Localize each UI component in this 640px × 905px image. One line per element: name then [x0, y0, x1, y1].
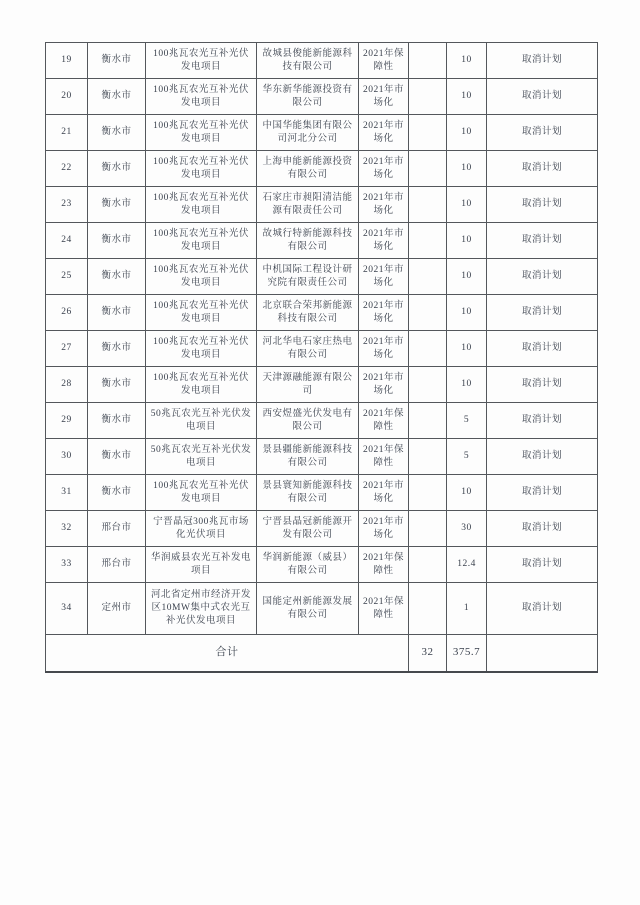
cell-plan-type: 2021年市场化 — [359, 187, 409, 223]
total-capacity: 375.7 — [447, 635, 487, 672]
cell-row-number: 20 — [46, 79, 88, 115]
cell-plan-type: 2021年保障性 — [359, 583, 409, 635]
cell-plan-type: 2021年市场化 — [359, 367, 409, 403]
cell-row-number: 19 — [46, 43, 88, 79]
cell-project-name: 50兆瓦农光互补光伏发电项目 — [146, 439, 257, 475]
cell-row-number: 22 — [46, 151, 88, 187]
cell-plan-type: 2021年市场化 — [359, 151, 409, 187]
cell-city: 衡水市 — [88, 475, 146, 511]
cell-company-name: 石家庄市昶阳清洁能源有限责任公司 — [257, 187, 359, 223]
cell-capacity: 12.4 — [447, 547, 487, 583]
cell-cancel-status: 取消计划 — [487, 547, 598, 583]
cell-cancel-status: 取消计划 — [487, 403, 598, 439]
cell-project-name: 100兆瓦农光互补光伏发电项目 — [146, 79, 257, 115]
cell-plan-type: 2021年市场化 — [359, 115, 409, 151]
cell-city: 邢台市 — [88, 511, 146, 547]
cell-project-name: 华润威县农光互补发电项目 — [146, 547, 257, 583]
cell-city: 衡水市 — [88, 331, 146, 367]
cell-cancel-status: 取消计划 — [487, 223, 598, 259]
table-row — [46, 295, 598, 331]
cell-capacity: 10 — [447, 295, 487, 331]
cell-city: 衡水市 — [88, 79, 146, 115]
cell-row-number: 33 — [46, 547, 88, 583]
cell-plan-type: 2021年市场化 — [359, 79, 409, 115]
cell-project-name: 100兆瓦农光互补光伏发电项目 — [146, 259, 257, 295]
cell-capacity: 10 — [447, 331, 487, 367]
cell-company-name: 华润新能源（威县）有限公司 — [257, 547, 359, 583]
cell-capacity: 10 — [447, 151, 487, 187]
cell-city: 衡水市 — [88, 43, 146, 79]
cell-capacity: 10 — [447, 223, 487, 259]
cell-company-name: 故城县俊能新能源科技有限公司 — [257, 43, 359, 79]
cell-city: 衡水市 — [88, 295, 146, 331]
cell-blank — [409, 583, 447, 635]
cell-company-name: 天津源融能源有限公司 — [257, 367, 359, 403]
cell-capacity: 1 — [447, 583, 487, 635]
table-row — [46, 187, 598, 223]
cell-project-name: 宁晋晶冠300兆瓦市场化光伏项目 — [146, 511, 257, 547]
cell-plan-type: 2021年保障性 — [359, 439, 409, 475]
table-body — [46, 43, 598, 635]
cell-plan-type: 2021年市场化 — [359, 259, 409, 295]
cell-row-number: 32 — [46, 511, 88, 547]
cell-city: 衡水市 — [88, 187, 146, 223]
cell-cancel-status: 取消计划 — [487, 151, 598, 187]
cell-capacity: 10 — [447, 43, 487, 79]
cell-row-number: 34 — [46, 583, 88, 635]
cell-blank — [409, 187, 447, 223]
cell-blank — [409, 439, 447, 475]
cell-city: 邢台市 — [88, 547, 146, 583]
cell-plan-type: 2021年市场化 — [359, 331, 409, 367]
cell-city: 衡水市 — [88, 151, 146, 187]
cell-company-name: 景县寰知新能源科技有限公司 — [257, 475, 359, 511]
cell-city: 衡水市 — [88, 115, 146, 151]
cell-row-number: 26 — [46, 295, 88, 331]
cell-blank — [409, 511, 447, 547]
cell-project-name: 100兆瓦农光互补光伏发电项目 — [146, 115, 257, 151]
table-row — [46, 151, 598, 187]
cell-company-name: 景县疆能新能源科技有限公司 — [257, 439, 359, 475]
cell-company-name: 西安煜盛光伏发电有限公司 — [257, 403, 359, 439]
cell-capacity: 5 — [447, 403, 487, 439]
cell-blank — [409, 331, 447, 367]
cell-cancel-status: 取消计划 — [487, 475, 598, 511]
total-project-count: 32 — [409, 635, 447, 672]
cell-city: 定州市 — [88, 583, 146, 635]
cell-cancel-status: 取消计划 — [487, 367, 598, 403]
cell-project-name: 100兆瓦农光互补光伏发电项目 — [146, 187, 257, 223]
cell-capacity: 5 — [447, 439, 487, 475]
cell-plan-type: 2021年市场化 — [359, 223, 409, 259]
table-row — [46, 115, 598, 151]
cell-city: 衡水市 — [88, 367, 146, 403]
cell-project-name: 河北省定州市经济开发区10MW集中式农光互补光伏发电项目 — [146, 583, 257, 635]
cell-capacity: 10 — [447, 259, 487, 295]
cell-row-number: 25 — [46, 259, 88, 295]
table-row — [46, 511, 598, 547]
table-row — [46, 403, 598, 439]
cell-cancel-status: 取消计划 — [487, 511, 598, 547]
cell-cancel-status: 取消计划 — [487, 115, 598, 151]
cell-project-name: 100兆瓦农光互补光伏发电项目 — [146, 331, 257, 367]
cell-blank — [409, 475, 447, 511]
cell-project-name: 100兆瓦农光互补光伏发电项目 — [146, 367, 257, 403]
cell-project-name: 100兆瓦农光互补光伏发电项目 — [146, 43, 257, 79]
cell-plan-type: 2021年市场化 — [359, 511, 409, 547]
cell-cancel-status: 取消计划 — [487, 259, 598, 295]
cell-city: 衡水市 — [88, 439, 146, 475]
table-row — [46, 547, 598, 583]
cell-plan-type: 2021年保障性 — [359, 43, 409, 79]
cell-blank — [409, 43, 447, 79]
cell-company-name: 故城行特新能源科技有限公司 — [257, 223, 359, 259]
table-row — [46, 331, 598, 367]
cell-plan-type: 2021年保障性 — [359, 403, 409, 439]
total-row — [46, 635, 598, 672]
cell-project-name: 100兆瓦农光互补光伏发电项目 — [146, 295, 257, 331]
cell-blank — [409, 223, 447, 259]
cell-blank — [409, 367, 447, 403]
cell-project-name: 100兆瓦农光互补光伏发电项目 — [146, 223, 257, 259]
cell-city: 衡水市 — [88, 223, 146, 259]
cell-project-name: 100兆瓦农光互补光伏发电项目 — [146, 151, 257, 187]
cell-capacity: 10 — [447, 367, 487, 403]
cell-cancel-status: 取消计划 — [487, 187, 598, 223]
cell-cancel-status: 取消计划 — [487, 583, 598, 635]
cell-capacity: 10 — [447, 187, 487, 223]
cell-city: 衡水市 — [88, 403, 146, 439]
cell-company-name: 中机国际工程设计研究院有限责任公司 — [257, 259, 359, 295]
cell-capacity: 10 — [447, 79, 487, 115]
cell-project-name: 50兆瓦农光互补光伏发电项目 — [146, 403, 257, 439]
table-row — [46, 439, 598, 475]
cell-row-number: 27 — [46, 331, 88, 367]
cell-project-name: 100兆瓦农光互补光伏发电项目 — [146, 475, 257, 511]
cell-company-name: 中国华能集团有限公司河北分公司 — [257, 115, 359, 151]
cell-row-number: 23 — [46, 187, 88, 223]
cell-company-name: 河北华电石家庄热电有限公司 — [257, 331, 359, 367]
cell-plan-type: 2021年保障性 — [359, 547, 409, 583]
cell-company-name: 北京联合荣邦新能源科技有限公司 — [257, 295, 359, 331]
cell-blank — [409, 259, 447, 295]
cancelled-projects-table — [45, 42, 598, 673]
cell-row-number: 28 — [46, 367, 88, 403]
total-label: 合计 — [46, 635, 409, 672]
cell-row-number: 31 — [46, 475, 88, 511]
table-row — [46, 79, 598, 115]
table-row — [46, 367, 598, 403]
table-row — [46, 43, 598, 79]
cell-cancel-status: 取消计划 — [487, 43, 598, 79]
table-row — [46, 583, 598, 635]
cell-cancel-status: 取消计划 — [487, 439, 598, 475]
cell-company-name: 华东新华能源投资有限公司 — [257, 79, 359, 115]
cell-plan-type: 2021年市场化 — [359, 295, 409, 331]
cell-blank — [409, 295, 447, 331]
cell-capacity: 30 — [447, 511, 487, 547]
table-row — [46, 259, 598, 295]
total-note-empty — [487, 635, 598, 672]
cell-capacity: 10 — [447, 475, 487, 511]
cell-company-name: 国能定州新能源发展有限公司 — [257, 583, 359, 635]
table-row — [46, 223, 598, 259]
cell-row-number: 24 — [46, 223, 88, 259]
cell-cancel-status: 取消计划 — [487, 295, 598, 331]
cell-blank — [409, 79, 447, 115]
cell-row-number: 21 — [46, 115, 88, 151]
cell-row-number: 30 — [46, 439, 88, 475]
cell-cancel-status: 取消计划 — [487, 331, 598, 367]
cell-company-name: 上海申能新能源投资有限公司 — [257, 151, 359, 187]
cell-blank — [409, 403, 447, 439]
cell-plan-type: 2021年市场化 — [359, 475, 409, 511]
cell-company-name: 宁晋县晶冠新能源开发有限公司 — [257, 511, 359, 547]
cell-cancel-status: 取消计划 — [487, 79, 598, 115]
cell-blank — [409, 547, 447, 583]
table-row — [46, 475, 598, 511]
cell-blank — [409, 151, 447, 187]
cell-row-number: 29 — [46, 403, 88, 439]
cell-city: 衡水市 — [88, 259, 146, 295]
cell-blank — [409, 115, 447, 151]
cell-capacity: 10 — [447, 115, 487, 151]
